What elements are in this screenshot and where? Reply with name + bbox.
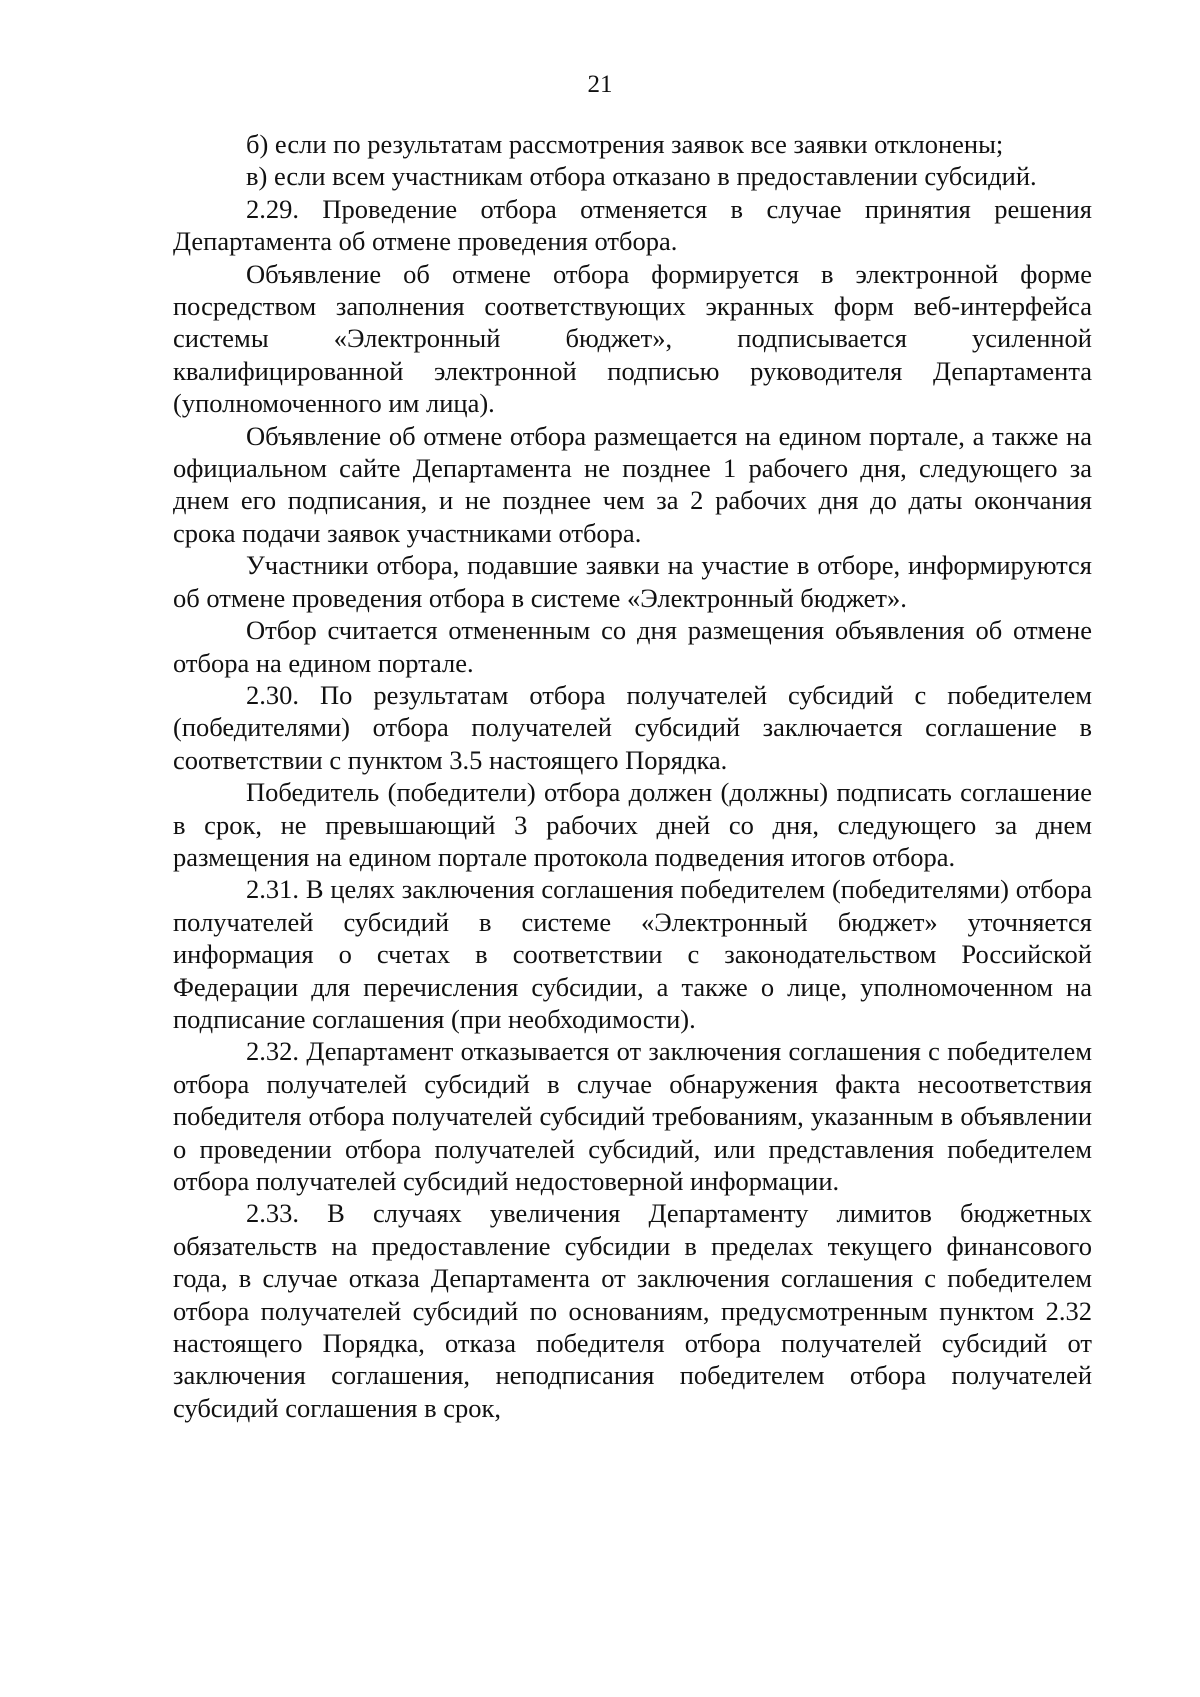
paragraph-b: б) если по результатам рассмотрения заявок все заявки отклонены; (246, 129, 1004, 159)
paragraph-2-31: 2.31. В целях заключения соглашения победителем (победителями) отбора получателей субсидий в системе «Электронный бюджет» уточняется информация о счетах в соответствии с законодательством Российской Федерации для перечисления субсидии, а также о лице, уполномоченном на подписание соглашения (при необходимости). (173, 874, 1092, 1034)
document-body (173, 128, 1092, 1424)
paragraph-cancellation-notice-form: Объявление об отмене отбора формируется в электронной форме посредством заполнения соответствующих экранных форм веб-интерфейса системы «Электронный бюджет», подписывается усиленной квалифицированной электронной подписью руководителя Департамента (уполномоченного им лица). (173, 258, 1092, 419)
paragraph-selection-cancelled: Отбор считается отмененным со дня размещения объявления об отмене отбора на едином портале. (173, 615, 1092, 678)
paragraph-v: в) если всем участникам отбора отказано в предоставлении субсидий. (246, 161, 1037, 192)
paragraph-2-29: 2.29. Проведение отбора отменяется в случае принятия решения Департамента об отмене проведения отбора. (173, 193, 1092, 257)
paragraph-2-30: 2.30. По результатам отбора получателей субсидий с победителем (победителями) отбора получателей субсидий заключается соглашение в соответствии с пунктом 3.5 настоящего Порядка. (173, 679, 1092, 775)
paragraph-cancellation-notice-publication: Объявление об отмене отбора размещается на едином портале, а также на официальном сайте Департамента не позднее 1 рабочего дня, следующего за днем его подписания, и не позднее чем за 2 рабочих дня до даты окончания срока подачи заявок участниками отбора. (173, 420, 1092, 548)
page-number: 21 (587, 71, 613, 98)
paragraph-2-32: 2.32. Департамент отказывается от заключения соглашения с победителем отбора получателей субсидий в случае обнаружения факта несоответствия победителя отбора получателей субсидий требованиям, указанным в объявлении о проведении отбора получателей субсидий, или представления победителем отбора получателей субсидий недостоверной информации. (173, 1036, 1092, 1196)
paragraph-participants-informed: Участники отбора, подавшие заявки на участие в отборе, информируются об отмене проведения отбора в системе «Электронный бюджет». (173, 550, 1092, 613)
paragraph-winner-signing: Победитель (победители) отбора должен (должны) подписать соглашение в срок, не превышающий 3 рабочих дней со дня, следующего за днем размещения на едином портале протокола подведения итогов отбора. (173, 777, 1092, 872)
paragraph-2-33: 2.33. В случаях увеличения Департаменту лимитов бюджетных обязательств на предоставление субсидии в пределах текущего финансового года, в случае отказа Департамента от заключения соглашения с победителем отбора получателей субсидий по основаниям, предусмотренным пунктом 2.32 настоящего Порядка, отказа победителя отбора получателей субсидий от заключения соглашения, неподписания победителем отбора получателей субсидий соглашения в срок, (173, 1198, 1092, 1423)
